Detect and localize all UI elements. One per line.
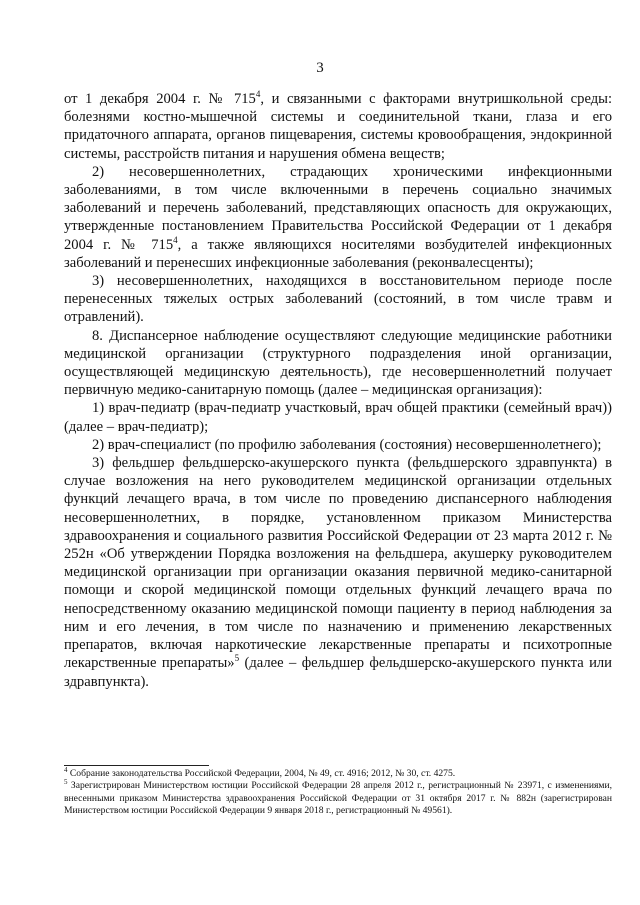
paragraph-text: 3) фельдшер фельдшерско-акушерского пункта (фельдшерского здравпункта) в случае возложения на него руководителем медицинской организации отдельных функций лечащего врача, в том числе по проведению диспансерного наблюдения несовершеннолетних, в порядке, установленном приказом Министерства здравоохранения и социального развития Российской Федерации от 23 марта 2012 г. № 252н «Об утверждении Порядка возложения на фельдшера, акушерку руководителем медицинской организации при организации оказания первичной медико-санитарной помощи и скорой медицинской помощи отдельных функций лечащего врача по непосредственному оказанию медицинской помощи пациенту в период наблюдения за ним и его лечения, в том числе по назначению и применению лекарственных препаратов, включая наркотические лекарственные препараты и психотропные лекарственные препараты» <box>64 455 612 672</box>
paragraph-text: (далее – фельдшер фельдшерско-акушерского пункта или здравпункта). <box>64 655 612 690</box>
list-item-2-chronic-infections <box>64 163 612 272</box>
paragraph-text: от 1 декабря 2004 г. № 715 <box>64 91 256 107</box>
footnote-text: Зарегистрирован Министерством юстиции Российской Федерации 28 апреля 2012 г., регистрационный № 23971, с изменениями, внесенными приказом Министерства здравоохранения Российской Федерации от 31 октября 2017 г. № 882н (зарегистрирован Министерством юстиции Российской Федерации 9 января 2018 г., регистрационный № 49561). <box>64 780 612 817</box>
footnote-4 <box>64 765 612 780</box>
footnotes <box>64 765 612 818</box>
paragraph-8-dispensary: 8. Диспансерное наблюдение осуществляют следующие медицинские работники медицинской организации (структурного подразделения иной организации, осуществляющей медицинскую деятельность), где несовершеннолетний получает первичную медико-санитарную помощь (далее – медицинская организация): <box>64 327 612 399</box>
footnote-5 <box>64 780 612 817</box>
footnote-divider <box>64 765 209 766</box>
list-item-3-feldsher <box>64 454 612 691</box>
footnote-ref: 4 <box>173 234 178 245</box>
body-text <box>64 90 612 691</box>
footnote-ref: 4 <box>255 89 261 100</box>
page-number: 3 <box>316 60 324 76</box>
list-item-1-pediatrician: 1) врач-педиатр (врач-педиатр участковый, врач общей практики (семейный врач)) (далее – врач-педиатр); <box>64 400 612 435</box>
footnote-text: Собрание законодательства Российской Федерации, 2004, № 49, ст. 4916; 2012, № 30, ст. 4275. <box>67 768 456 779</box>
footnote-ref: 5 <box>234 653 240 664</box>
list-item-2-specialist: 2) врач-специалист (по профилю заболевания (состояния) несовершеннолетнего); <box>92 436 602 453</box>
paragraph-text: , а также являющихся носителями возбудителей инфекционных заболеваний и перенесших инфекционные заболевания (реконвалесценты); <box>64 236 613 271</box>
footnote-mark: 5 <box>64 778 68 787</box>
footnote-mark: 4 <box>64 765 68 774</box>
paragraph-continuation <box>64 90 612 163</box>
paragraph-text: 2) несовершеннолетних, страдающих хроническими инфекционными заболеваниями, в том числе включенными в перечень социально значимых заболеваний и перечень заболеваний, представляющих опасность для окружающих, утвержденные постановлением Правительства Российской Федерации от 1 декабря 2004 г. № 715 <box>64 163 612 253</box>
list-item-3-recovery-period: 3) несовершеннолетних, находящихся в восстановительном периоде после перенесенных тяжелых острых заболеваний (состояний, в том числе травм и отравлений). <box>64 273 612 326</box>
paragraph-text: , и связанными с факторами внутришкольной среды: болезнями костно-мышечной системы и соединительной ткани, глаза и его придаточного аппарата, органов пищеварения, системы кровообращения, эндокринной системы, расстройств питания и нарушения обмена веществ; <box>64 91 613 162</box>
